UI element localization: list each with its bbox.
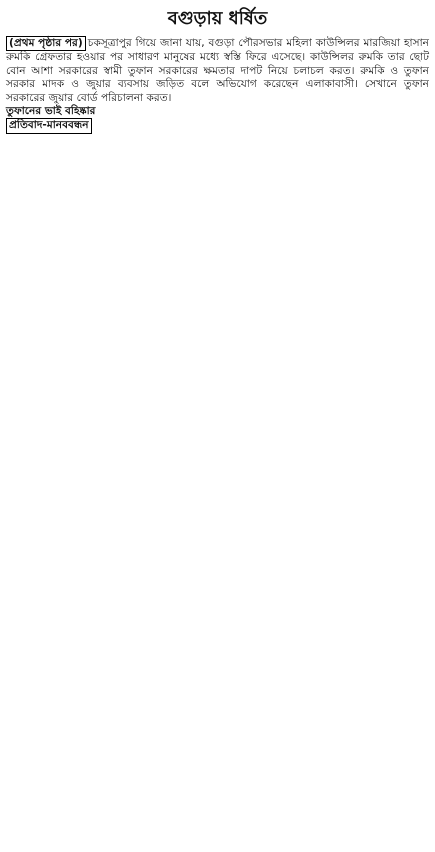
- section-heading-text: তুফানের ভাই বহিষ্কার: [6, 105, 96, 118]
- section-heading-text: প্রতিবাদ-মানববন্ধন: [6, 118, 92, 133]
- article-paragraph: [6, 36, 429, 105]
- article-body: [6, 36, 429, 134]
- article-paragraph-text: চকসূত্রাপুর গিয়ে জানা যায়, বগুড়া পৌরসভার মহিলা কাউন্সিলর মারজিয়া হাসান রুমকি গ্রেফতার হওয়ার পর সাধারণ মানুষের মধ্যে স্বস্তি ফিরে এসেছে। কাউন্সিলর রুমকি তার ছোট বোন আশা সরকারের স্বামী তুফান সরকারের ক্ষমতার দাপট নিয়ে চলাচল করত। রুমকি ও তুফান সরকার মাদক ও জুয়ার ব্যবসায় জড়িত বলে অভিযোগ করেছেন এলাকাবাসী। সেখানে তুফান সরকারের জুয়ার বোর্ড পরিচালনা করত।: [6, 37, 429, 104]
- lead-tag: (প্রথম পৃষ্ঠার পর): [6, 36, 86, 51]
- section-heading: [6, 118, 429, 133]
- section-heading: [6, 105, 429, 118]
- article-headline: বগুড়ায় ধর্ষিত: [167, 8, 268, 29]
